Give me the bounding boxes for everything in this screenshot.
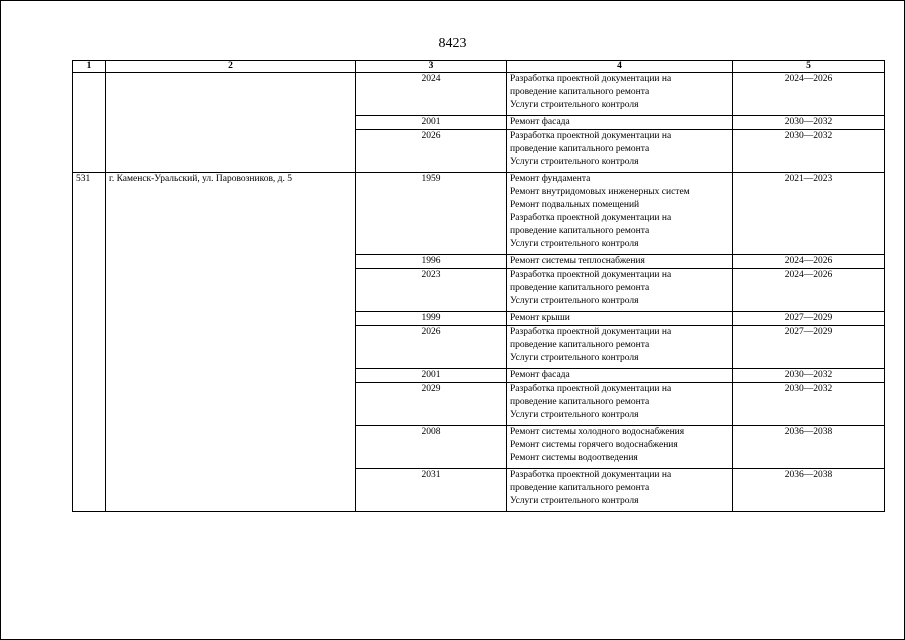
planned-period: 2036—2038	[733, 426, 885, 469]
work-item: Ремонт фасада	[510, 117, 570, 127]
object-address	[106, 73, 356, 173]
column-header-2: 2	[106, 61, 356, 73]
works-list	[507, 369, 733, 383]
work-item: Ремонт системы теплоснабжения	[510, 256, 645, 266]
planned-period: 2021—2023	[733, 173, 885, 255]
work-item: Разработка проектной документации на	[510, 74, 672, 84]
last-repair-year: 2001	[356, 369, 507, 383]
last-repair-year: 2029	[356, 383, 507, 426]
table-row	[73, 73, 885, 116]
work-item: Услуги строительного контроля	[510, 296, 639, 306]
work-item: Разработка проектной документации на	[510, 470, 672, 480]
work-item: Разработка проектной документации на	[510, 384, 672, 394]
last-repair-year: 2001	[356, 116, 507, 130]
work-item: проведение капитального ремонта	[510, 283, 650, 293]
work-item: Ремонт подвальных помещений	[510, 200, 640, 210]
work-item: Услуги строительного контроля	[510, 157, 639, 167]
planned-period: 2030—2032	[733, 383, 885, 426]
work-item: Ремонт системы водоотведения	[510, 453, 638, 463]
planned-period: 2030—2032	[733, 130, 885, 173]
works-list	[507, 312, 733, 326]
planned-period: 2024—2026	[733, 73, 885, 116]
work-item: Разработка проектной документации на	[510, 213, 672, 223]
work-item: Ремонт фасада	[510, 370, 570, 380]
planned-period: 2024—2026	[733, 255, 885, 269]
last-repair-year: 1999	[356, 312, 507, 326]
column-header-1: 1	[73, 61, 106, 73]
page-number: 8423	[438, 36, 467, 51]
column-header-5: 5	[733, 61, 885, 73]
table-row	[73, 173, 885, 255]
works-list	[507, 269, 733, 312]
last-repair-year: 2026	[356, 326, 507, 369]
object-number: 531	[73, 173, 106, 512]
works-list	[507, 130, 733, 173]
work-item: проведение капитального ремонта	[510, 397, 650, 407]
works-list	[507, 383, 733, 426]
works-list	[507, 469, 733, 512]
work-item: Услуги строительного контроля	[510, 100, 639, 110]
object-number	[73, 73, 106, 173]
last-repair-year: 1959	[356, 173, 507, 255]
works-list	[507, 255, 733, 269]
work-item: Услуги строительного контроля	[510, 353, 639, 363]
works-list	[507, 116, 733, 130]
work-item: проведение капитального ремонта	[510, 340, 650, 350]
work-item: Услуги строительного контроля	[510, 496, 639, 506]
work-item: Ремонт крыши	[510, 313, 570, 323]
work-item: Ремонт фундамента	[510, 174, 591, 184]
last-repair-year: 2026	[356, 130, 507, 173]
works-list	[507, 73, 733, 116]
works-list	[507, 173, 733, 255]
column-header-3: 3	[356, 61, 507, 73]
work-item: Услуги строительного контроля	[510, 239, 639, 249]
planned-period: 2030—2032	[733, 116, 885, 130]
table-body	[73, 73, 885, 512]
work-item: Услуги строительного контроля	[510, 410, 639, 420]
planned-period: 2030—2032	[733, 369, 885, 383]
work-item: Разработка проектной документации на	[510, 131, 672, 141]
work-item: проведение капитального ремонта	[510, 226, 650, 236]
last-repair-year: 1996	[356, 255, 507, 269]
last-repair-year: 2008	[356, 426, 507, 469]
planned-period: 2027—2029	[733, 312, 885, 326]
work-item: Разработка проектной документации на	[510, 327, 672, 337]
work-item: Ремонт системы холодного водоснабжения	[510, 427, 685, 437]
work-item: проведение капитального ремонта	[510, 144, 650, 154]
last-repair-year: 2023	[356, 269, 507, 312]
work-item: Разработка проектной документации на	[510, 270, 672, 280]
last-repair-year: 2024	[356, 73, 507, 116]
header-row	[73, 61, 885, 73]
work-item: проведение капитального ремонта	[510, 87, 650, 97]
works-list	[507, 326, 733, 369]
column-header-4: 4	[507, 61, 733, 73]
work-item: проведение капитального ремонта	[510, 483, 650, 493]
work-item: Ремонт внутридомовых инженерных систем	[510, 187, 690, 197]
repair-schedule-table	[72, 60, 885, 512]
works-list	[507, 426, 733, 469]
planned-period: 2027—2029	[733, 326, 885, 369]
object-address: г. Каменск-Уральский, ул. Паровозников, д. 5	[106, 173, 356, 512]
work-item: Ремонт системы горячего водоснабжения	[510, 440, 678, 450]
last-repair-year: 2031	[356, 469, 507, 512]
planned-period: 2024—2026	[733, 269, 885, 312]
planned-period: 2036—2038	[733, 469, 885, 512]
